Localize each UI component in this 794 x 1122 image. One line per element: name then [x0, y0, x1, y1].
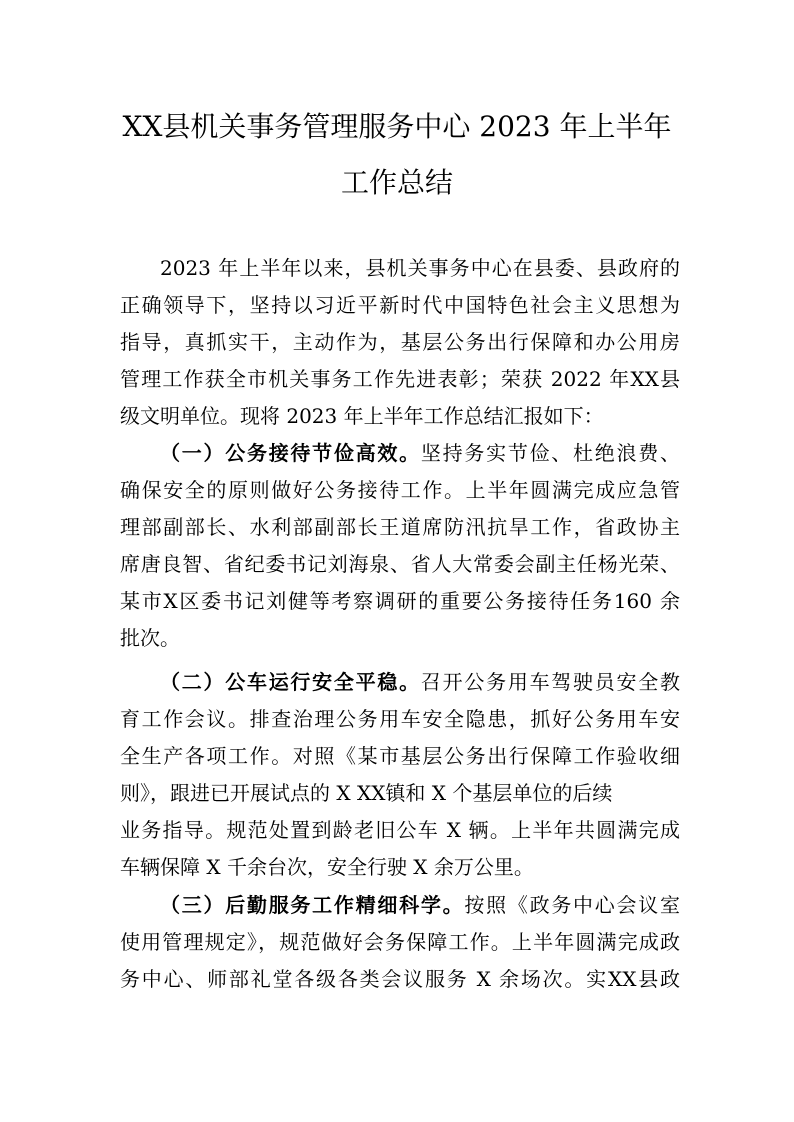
section3-heading: （三）后勤服务工作精细科学。: [160, 893, 465, 917]
section1-line-6: 批次。: [120, 626, 180, 650]
intro-line-3: 指导，真抓实干，主动作为，基层公务出行保障和办公用房: [120, 330, 680, 354]
intro-line-4: 管理工作获全市机关事务工作先进表彰；荣获 2022 年XX县: [120, 367, 680, 391]
section3-first-line: [160, 891, 680, 919]
section2-line-5: 业务指导。规范处置到龄老旧公车 X 辆。上半年共圆满完成: [120, 818, 680, 842]
section1-first-text: 坚持务实节俭、杜绝浪费、: [420, 441, 681, 465]
intro-line-2: 正确领导下，坚持以习近平新时代中国特色社会主义思想为: [120, 293, 680, 317]
section2-first-line: [160, 668, 680, 696]
document-title-line-2: 工作总结: [340, 166, 453, 199]
section1-line-3: 理部副部长、水利部副部长王道席防汛抗旱工作，省政协主: [120, 515, 680, 539]
section1-line-2: 确保安全的原则做好公务接待工作。上半年圆满完成应急管: [120, 478, 680, 502]
intro-line-5: 级文明单位。现将 2023 年上半年工作总结汇报如下：: [120, 404, 604, 428]
section3-first-text: 按照《政务中心会议室: [464, 893, 681, 917]
intro-line-1: 2023 年上半年以来，县机关事务中心在县委、县政府的: [160, 256, 680, 280]
section3-line-3: 务中心、师部礼堂各级各类会议服务 X 余场次。实XX县政: [120, 967, 680, 991]
section2-line-4: 则》，跟进已开展试点的 X XX镇和 X 个基层单位的后续: [120, 781, 613, 805]
section2-line-3: 全生产各项工作。对照《某市基层公务出行保障工作验收细: [120, 744, 680, 768]
section1-line-4: 席唐良智、省纪委书记刘海泉、省人大常委会副主任杨光荣、: [120, 552, 680, 576]
section1-line-5: 某市X区委书记刘健等考察调研的重要公务接待任务160 余: [120, 589, 680, 613]
section2-first-text: 召开公务用车驾驶员安全教: [420, 670, 681, 694]
section2-line-6: 车辆保障 X 千余台次，安全行驶 X 余万公里。: [120, 855, 534, 879]
section2-line-2: 育工作会议。排查治理公务用车安全隐患，抓好公务用车安: [120, 707, 680, 731]
document-title-line-1: XX县机关事务管理服务中心 2023 年上半年: [122, 110, 672, 143]
section3-line-2: 使用管理规定》，规范做好会务保障工作。上半年圆满完成政: [120, 930, 680, 954]
section1-heading: （一）公务接待节俭高效。: [160, 441, 421, 465]
section1-first-line: [160, 439, 680, 467]
section2-heading: （二）公车运行安全平稳。: [160, 670, 421, 694]
